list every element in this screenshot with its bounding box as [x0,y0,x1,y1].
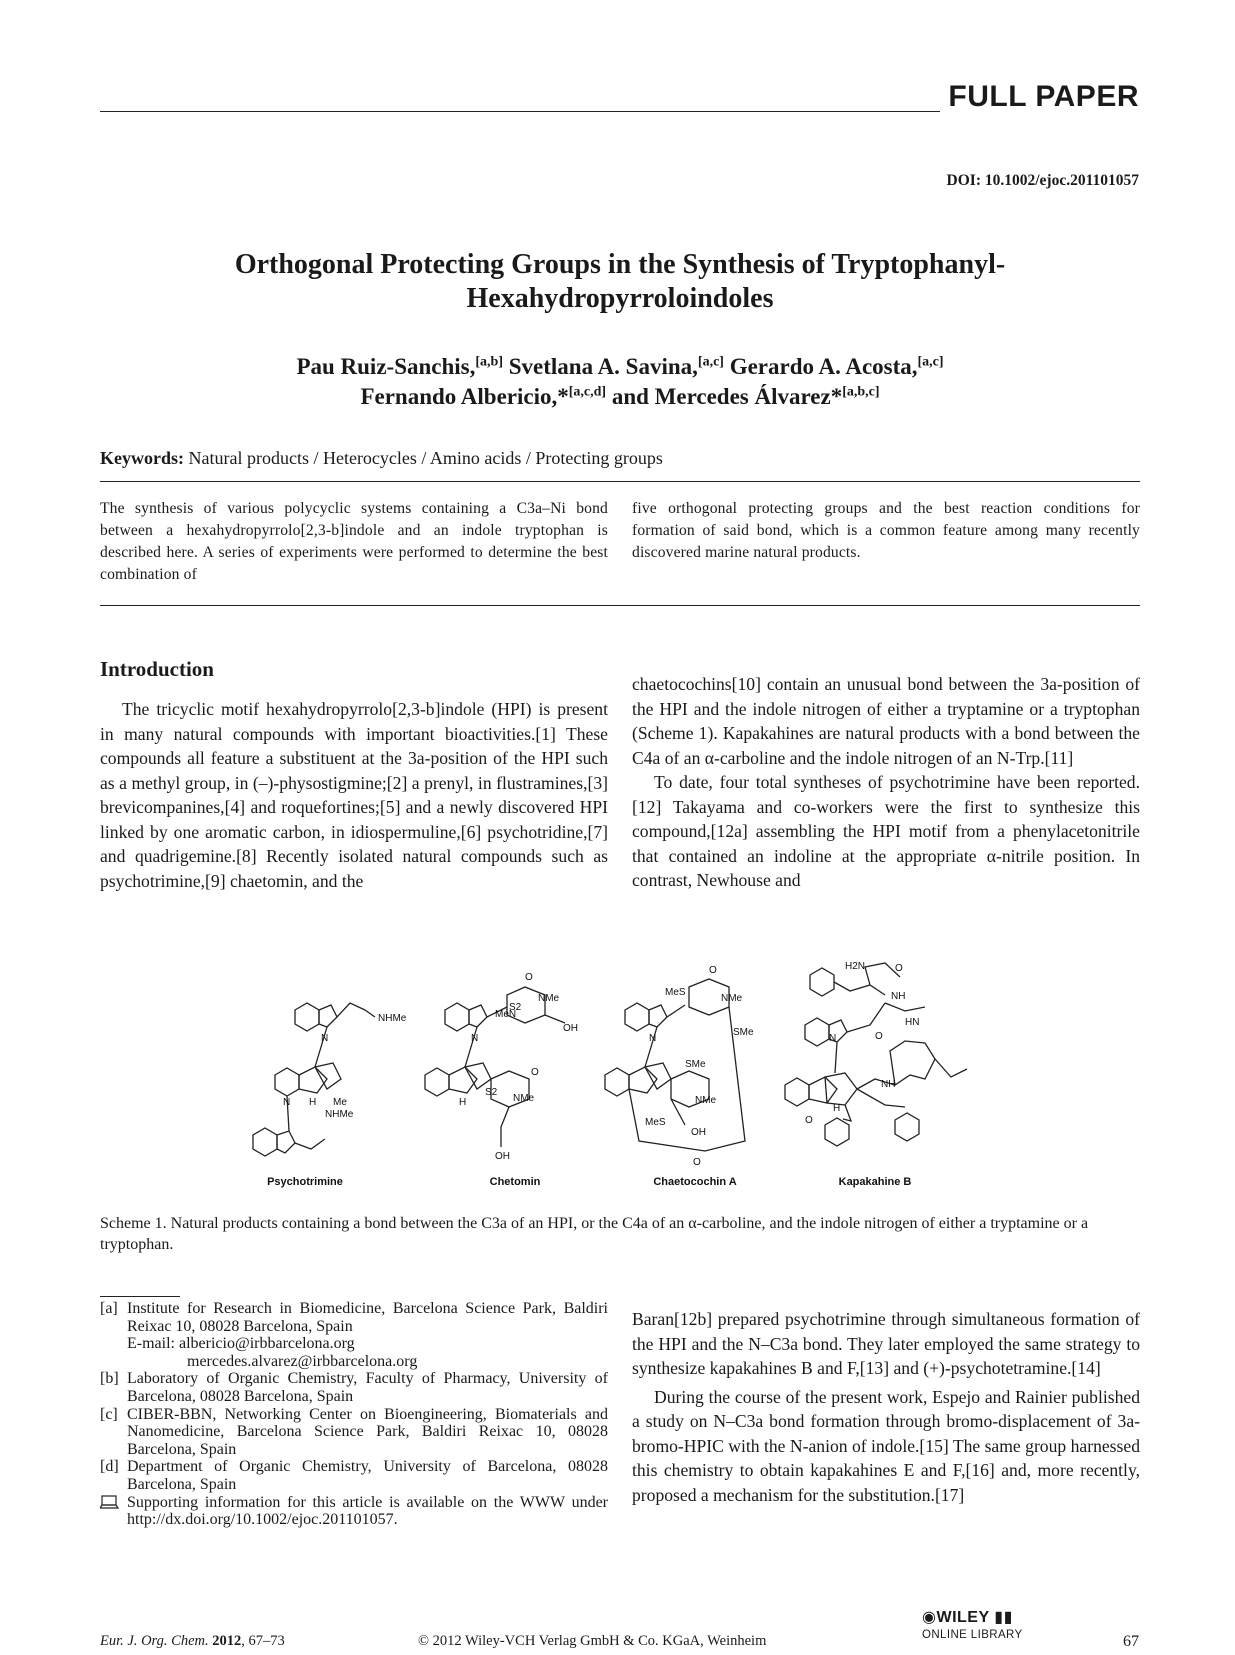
svg-text:NHMe: NHMe [325,1109,354,1120]
intro-column-2: chaetocochins[10] contain an unusual bond between the 3a-position of the HPI and the indole nitrogen of either a tryptamine or a tryptophan (Scheme 1). Kapakahines are natural products with a bond between the C4a of an α-carboline and the indole nitrogen of an N-Trp.[11] To date, four total syntheses of psychotrimine have been reported.[12] Takayama and co-workers were the first to synthesize this compound,[12a] assembling the HPI motif from a phenylacetonitrile that contained an indoline at the appropriate α-nitrile position. In contrast, Newhouse and [632,674,1140,890]
svg-text:N: N [829,1033,837,1044]
wiley-logo[interactable]: ◉WILEY ▮▮ ONLINE LIBRARY [922,1609,1023,1641]
svg-text:H: H [833,1103,841,1114]
svg-text:H2N: H2N [845,961,866,972]
svg-text:NH: NH [881,1079,896,1090]
email-link[interactable]: mercedes.alvarez@irbbarcelona.org [187,1352,418,1370]
svg-text:OH: OH [563,1023,578,1034]
svg-text:N: N [471,1033,479,1044]
scheme-1-figure [245,955,985,1195]
svg-text:O: O [875,1031,883,1042]
svg-text:O: O [525,972,533,983]
svg-text:O: O [805,1115,813,1126]
author: Gerardo A. Acosta, [729,354,918,379]
svg-text:NMe: NMe [538,993,560,1004]
abstract-left: The synthesis of various polycyclic systems containing a C3a–Ni bond between a hexahydropyrrolo[2,3-b]indole and an indole tryptophan is described here. A series of experiments were performed to determine the best combination of [100,500,608,583]
author: Pau Ruiz-Sanchis, [296,354,476,379]
svg-text:Me: Me [333,1097,347,1108]
svg-text:NH: NH [891,991,906,1002]
compound-label: Kapakahine B [838,1176,912,1188]
svg-text:NMe: NMe [695,1095,717,1106]
svg-text:OH: OH [691,1127,706,1138]
wiley-icon: ◉ [922,1609,937,1626]
doi[interactable]: DOI: 10.1002/ejoc.201101057 [946,172,1139,189]
svg-text:S2: S2 [485,1087,498,1098]
affiliations: [a] Institute for Research in Biomedicine, Barcelona Science Park, Baldiri Reixac 10, 08028 Barcelona, Spain E-mail: albericio@irbbarcelona.org mercedes.alvarez@irbbarcelona.org [b] Laboratory of Organic Chemistry, Faculty of Pharmacy, University of Barcelona, 08028 Barcelona, Spain [c] CIBER-BBN, Networking Center on Bioengineering, Biomaterials and Nanomedicine, Barcelona Science Park, Baldiri Reixac 10, 08028 Barcelona, Spain [d] Department of Organic Chemistry, University of Barcelona, 08028 Barcelona, Spain Supporting information for this article is available on the WWW under http://dx.doi.org/10.1002/ejoc.201101057. [100,1300,608,1529]
article-title: Orthogonal Protecting Groups in the Synthesis of Tryptophanyl-Hexahydropyrroloindoles [234,249,1006,314]
abstract-right: five orthogonal protecting groups and the best reaction conditions for formation of said bond, which is a common feature among many recently discovered marine natural products. [632,500,1140,561]
copyright: © 2012 Wiley-VCH Verlag GmbH & Co. KGaA, Weinheim [418,1633,767,1649]
keywords-rule [100,481,1140,482]
scheme-caption: Scheme 1. Natural products containing a bond between the C3a of an HPI, or the C4a of an α-carboline, and the indole nitrogen of either a tryptamine or a tryptophan. [100,1215,1089,1253]
book-icon: ▮▮ [994,1609,1013,1626]
compound-label: Chetomin [489,1176,541,1188]
svg-text:NHMe: NHMe [378,1013,407,1024]
svg-text:H: H [309,1097,317,1108]
svg-text:SMe: SMe [685,1059,706,1070]
svg-text:SMe: SMe [733,1027,754,1038]
keywords: Keywords: Natural products / Heterocycles / Amino acids / Protecting groups [100,448,663,468]
intro-column-1: The tricyclic motif hexahydropyrrolo[2,3-b]indole (HPI) is present in many natural compounds with important bioactivities.[1] These compounds all feature a substituent at the 3a-position of the HPI such as a methyl group, in (–)-physostigmine;[2] a prenyl, in flustramines,[3] brevicompanines,[4] and roquefortines;[5] and a newly discovered HPI linked by one aromatic carbon, in idiospermuline,[6] psychotridine,[7] and quadrigemine.[8] Recently isolated natural compounds such as psychotrimine,[9] chaetomin, and the [100,699,608,891]
svg-text:OH: OH [495,1151,510,1162]
svg-text:NMe: NMe [721,993,743,1004]
svg-text:O: O [709,965,717,976]
svg-text:O: O [693,1157,701,1168]
svg-text:N: N [321,1033,329,1044]
author: Mercedes Álvarez* [654,384,843,409]
svg-text:MeS: MeS [665,987,686,998]
author: Fernando Albericio,* [360,384,569,409]
body-column-2-bottom: Baran[12b] prepared psychotrimine through simultaneous formation of the HPI and the N–C3a bond. They later employed the same strategy to synthesize kapakahines B and F,[13] and (+)-psychotetramine.[14] During the course of the present work, Espejo and Rainier published a study on N–C3a bond formation through bromo-displacement of 3a-bromo-HPIC with the N-anion of indole.[15] The same group harnessed this chemistry to obtain kapakahines E and F,[16] and, more recently, proposed a mechanism for the substitution.[17] [632,1309,1140,1505]
compound-label: Chaetocochin A [653,1176,737,1188]
author: Svetlana A. Savina, [508,354,698,379]
svg-text:HN: HN [905,1017,920,1028]
svg-text:MeN: MeN [495,1009,517,1020]
svg-text:N: N [283,1097,291,1108]
section-label: FULL PAPER [948,80,1139,113]
footnote-rule [100,1296,180,1297]
compound-label: Psychotrimine [267,1176,343,1188]
email-link[interactable]: albericio@irbbarcelona.org [178,1335,355,1353]
svg-text:S2: S2 [509,1002,522,1013]
svg-text:O: O [895,963,903,974]
section-heading-introduction: Introduction [100,657,214,681]
journal-citation: Eur. J. Org. Chem. 2012, 67–73 [100,1633,285,1649]
page-number: 67 [1123,1633,1139,1650]
header-rule [100,111,940,112]
svg-text:NMe: NMe [513,1093,535,1104]
supporting-info-link[interactable]: Supporting information for this article is available on the WWW under http://dx.doi.org/10.1002/ejoc.201101057. [127,1493,608,1529]
svg-text:O: O [531,1067,539,1078]
author-list: Pau Ruiz-Sanchis,[a,b] Svetlana A. Savina,[a,c] Gerardo A. Acosta,[a,c] Fernando Albericio,*[a,c,d] and Mercedes Álvarez*[a,b,c] [296,354,944,409]
svg-text:N: N [649,1033,657,1044]
svg-text:H: H [459,1097,467,1108]
abstract-rule [100,605,1140,606]
svg-text:MeS: MeS [645,1117,666,1128]
computer-icon [100,1494,127,1529]
